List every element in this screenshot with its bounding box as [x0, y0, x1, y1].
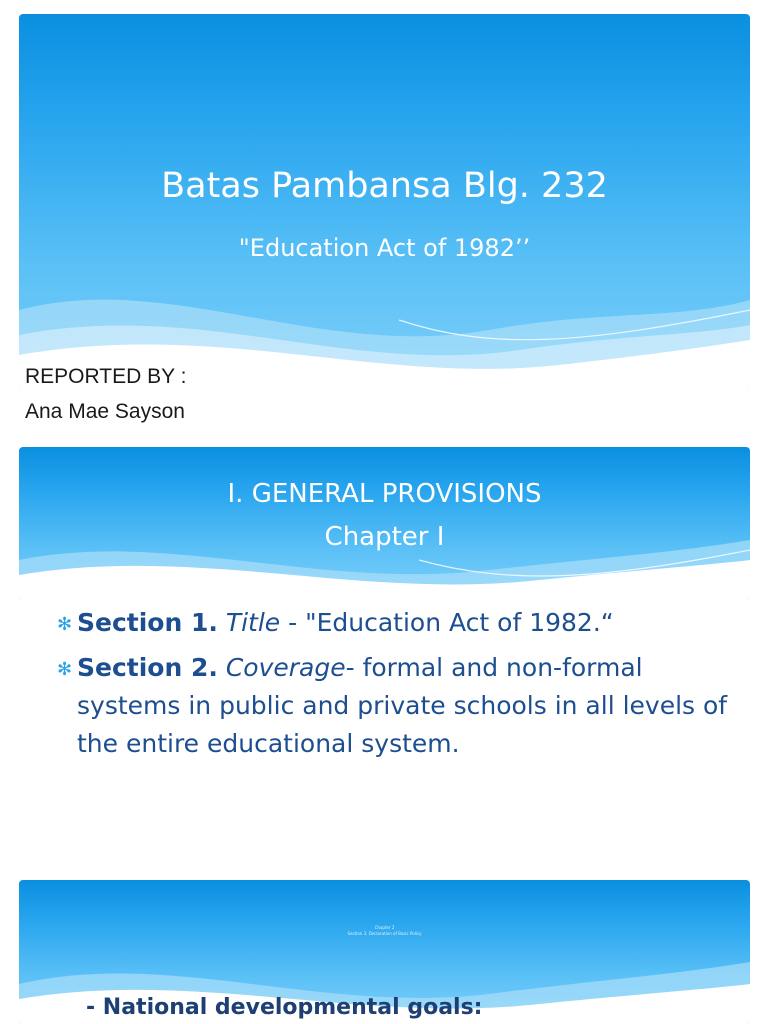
section-number: Section 1.	[77, 608, 218, 637]
section-caption: Section 3. Declaration of Basic Policy	[347, 931, 422, 936]
section-title: Title	[225, 608, 281, 637]
list-item	[57, 649, 737, 763]
slide-title: Batas Pambansa Blg. 232	[161, 166, 608, 206]
slide-subtitle: "Education Act of 1982’’	[238, 234, 531, 262]
goals-heading: - National developmental goals:	[86, 995, 483, 1020]
chapter-heading: Chapter I	[324, 522, 445, 552]
asterisk-bullet-icon: ✻	[57, 614, 73, 635]
reporter-name: Ana Mae Sayson	[25, 400, 185, 423]
section-heading: I. GENERAL PROVISIONS	[227, 479, 542, 509]
section-text: - formal and non-formal systems in public and private schools in all levels of the entire educational system.	[77, 653, 728, 758]
section-list	[57, 604, 737, 770]
reported-by-label: REPORTED BY :	[25, 365, 187, 388]
section-title: Coverage	[225, 653, 346, 682]
chapter-caption: Chapter 2	[374, 925, 395, 930]
list-item	[57, 604, 737, 642]
section-text: - "Education Act of 1982.“	[280, 608, 614, 637]
section-number: Section 2.	[77, 653, 218, 682]
asterisk-bullet-icon: ✻	[57, 659, 73, 680]
